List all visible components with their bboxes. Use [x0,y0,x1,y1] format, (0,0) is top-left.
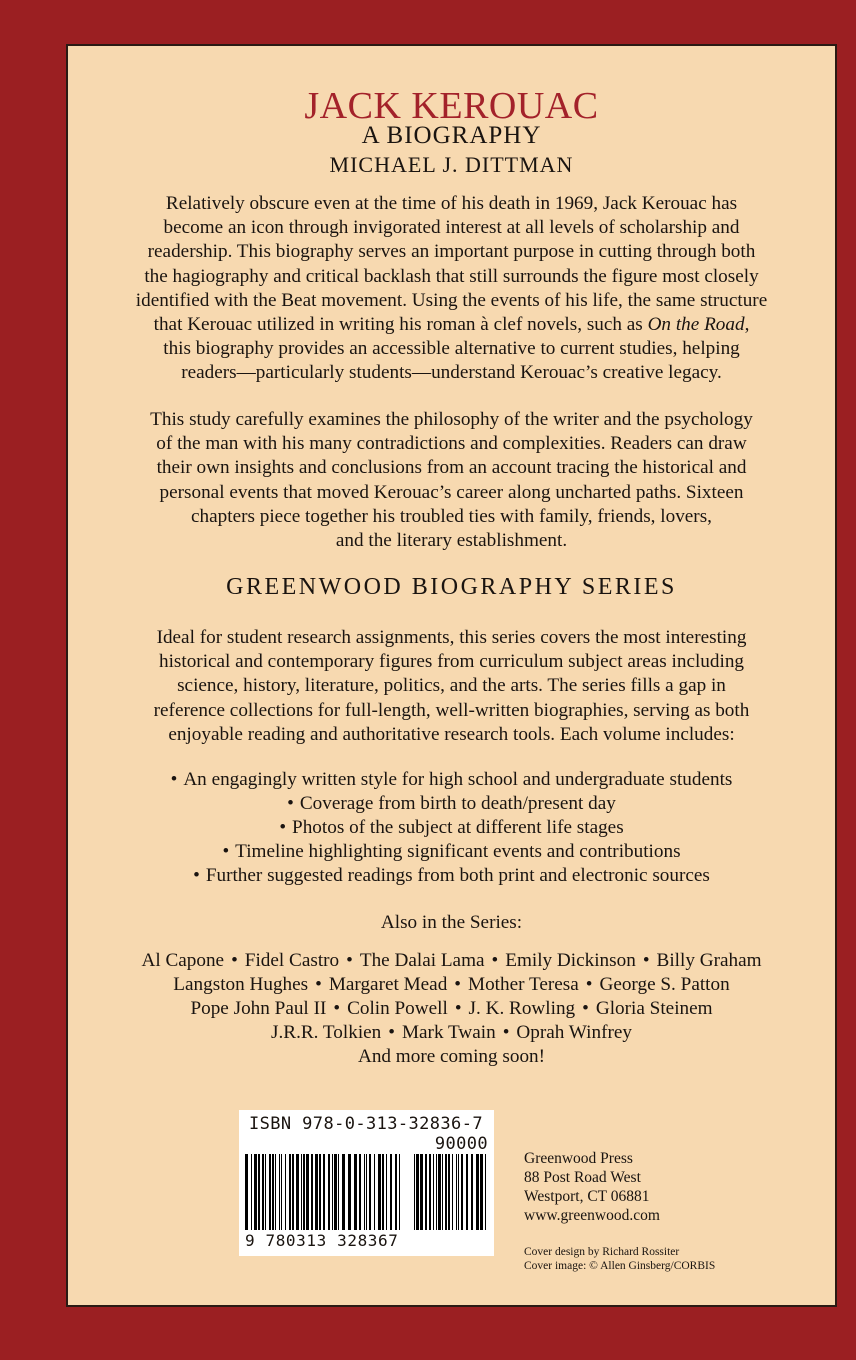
also-in-series-heading: Also in the Series: [380,912,523,933]
more-coming-note: And more coming soon! [357,1046,546,1067]
separator-bullet: • [454,974,462,995]
barcode-bar [319,1154,321,1230]
publisher-city: Westport, CT 06881 [524,1188,650,1205]
bullet-icon: • [279,817,287,838]
barcode-bar [334,1154,337,1230]
publisher-block [524,1149,660,1225]
barcode-bar [303,1154,305,1230]
barcode-bar [456,1154,457,1230]
barcode-bar [262,1154,264,1230]
barcode-bar [461,1154,463,1230]
barcode-bar [269,1154,271,1230]
barcode-bar [445,1154,447,1230]
bullet-icon: • [193,865,200,886]
series-titles-list [68,949,835,1069]
barcode-bar [442,1154,443,1230]
barcode-bar [338,1154,339,1230]
series-title: The Dalai Lama [359,950,485,971]
barcode-bar [306,1154,309,1230]
barcode-bar [386,1154,387,1230]
publisher-address: 88 Post Road West [524,1169,641,1186]
text-line: readers—particularly students—understand Kerouac’s creative legacy. [181,362,722,384]
text-line: This study carefully examines the philosophy of the writer and the psychology [150,409,753,430]
publisher-website: www.greenwood.com [524,1207,660,1224]
separator-bullet: • [502,1022,510,1043]
text-line: this biography provides an accessible alternative to current studies, helping [163,338,740,360]
text-line: identified with the Beat movement. Using the events of his life, the same structure [135,289,768,311]
text-line: and the literary establishment. [335,530,568,552]
barcode-bar [265,1154,266,1230]
barcode-bar [374,1154,375,1230]
separator-bullet: • [346,950,353,971]
separator-bullet: • [585,974,593,995]
description-paragraph-1 [92,192,811,386]
description-paragraph-2 [92,408,811,553]
barcode-bar [466,1154,468,1230]
names-row [68,949,835,973]
barcode-bar [399,1154,400,1230]
series-title: Oprah Winfrey [516,1022,632,1043]
text-line: historical and contemporary figures from curriculum subject areas including [158,651,745,673]
series-title: Pope John Paul II [190,998,327,1019]
cover-design-credit: Cover design by Richard Rossiter [524,1246,680,1258]
barcode-bar [285,1154,286,1230]
ean-remaining-digits: 780313 328367 [265,1231,399,1250]
price-code: 90000 [434,1134,488,1154]
feature-item [68,840,835,864]
separator-bullet: • [582,998,589,1019]
text-line: science, history, literature, politics, and the arts. The series fills a gap in [177,675,726,697]
series-title: George S. Patton [599,974,730,995]
feature-list [68,768,835,888]
barcode-bar [369,1154,371,1230]
text-segment: that Kerouac utilized in writing his roman à clef novels, such as [153,314,643,336]
series-title: Gloria Steinem [595,998,713,1019]
barcode-bar [452,1154,453,1230]
barcode-bar [429,1154,431,1230]
book-title-italic: On the Road [647,314,745,336]
barcode-bar [436,1154,437,1230]
feature-text: Photos of the subject at different life stages [292,817,624,838]
barcode-bar [416,1154,419,1230]
series-title: Langston Hughes [173,974,309,995]
separator-bullet: • [231,950,238,971]
barcode-bar [414,1154,415,1230]
series-title: Fidel Castro [244,950,340,971]
barcode-bar [281,1154,282,1230]
book-author: MICHAEL J. DITTMAN [329,152,574,177]
text-line: Ideal for student research assignments, this series covers the most interesting [156,627,747,648]
separator-bullet: • [491,950,499,971]
feature-item [68,768,835,792]
barcode-bar [323,1154,325,1230]
feature-item [68,792,835,816]
barcode-bar [258,1154,260,1230]
barcode-bar [378,1154,381,1230]
text-line: the hagiography and critical backlash that still surrounds the figure most closely [144,265,759,287]
ean-barcode-bars [245,1154,405,1230]
feature-item [68,816,835,840]
ean-digits [245,1232,399,1250]
bullet-icon: • [222,841,230,862]
series-title: Colin Powell [347,998,448,1019]
barcode-bar [458,1154,459,1230]
text-line: personal events that moved Kerouac’s career along uncharted paths. Sixteen [159,481,744,503]
barcode-bar [311,1154,313,1230]
names-row [68,1021,835,1045]
barcode-bar [433,1154,434,1230]
text-line: of the man with his many contradictions and complexities. Readers can draw [156,433,747,455]
barcode-bar [332,1154,333,1230]
bullet-icon: • [287,793,294,814]
barcode-bar [289,1154,291,1230]
book-subtitle: A BIOGRAPHY [361,122,542,149]
barcode-bar [348,1154,351,1230]
text-line: Relatively obscure even at the time of his death in 1969, Jack Kerouac has [165,193,738,214]
bullet-icon: • [170,769,178,790]
barcode-bar [279,1154,280,1230]
series-title: Emily Dickinson [505,950,636,971]
barcode-bar [301,1154,302,1230]
separator-bullet: • [333,998,341,1019]
barcode-bar [251,1154,252,1230]
barcode-bar [342,1154,345,1230]
barcode-bar [272,1154,274,1230]
text-line: become an icon through invigorated interest at all levels of scholarship and [163,217,740,239]
back-cover-panel [66,44,837,1307]
barcode-bar [315,1154,318,1230]
barcode-bar [364,1154,365,1230]
barcode-bar [471,1154,473,1230]
feature-text: Timeline highlighting significant events and contributions [235,841,681,862]
barcode-bar [366,1154,367,1230]
publisher-name: Greenwood Press [524,1150,633,1167]
series-title: Billy Graham [656,950,762,971]
barcode-bar [425,1154,427,1230]
barcode-bar [390,1154,392,1230]
book-title: JACK KEROUAC [304,85,599,127]
series-title: Al Capone [141,950,225,971]
barcode-bar [485,1154,486,1230]
barcode-bar [245,1154,248,1230]
feature-text: Coverage from birth to death/present day [299,793,616,814]
series-title: J. K. Rowling [468,998,576,1019]
feature-item [68,864,835,888]
series-intro [92,626,811,747]
barcode-bar [480,1154,483,1230]
barcode-bar [354,1154,357,1230]
barcode-bar [476,1154,479,1230]
text-line [92,313,811,337]
separator-bullet: • [454,998,462,1019]
series-heading: GREENWOOD BIOGRAPHY SERIES [226,574,677,600]
barcode-bar [275,1154,276,1230]
barcode-bar [438,1154,441,1230]
text-line: readership. This biography serves an important purpose in cutting through both [147,241,756,263]
series-title: Mark Twain [401,1022,496,1043]
feature-text: An engagingly written style for high school and undergraduate students [183,769,733,790]
isbn-barcode [239,1110,494,1256]
isbn-number: ISBN 978-0-313-32836-7 [249,1114,483,1134]
barcode-bar [359,1154,361,1230]
names-row [68,997,835,1021]
barcode-bar [292,1154,294,1230]
text-line: their own insights and conclusions from an account tracing the historical and [156,457,747,479]
barcode-bar [382,1154,384,1230]
text-line: chapters piece together his troubled ties with family, friends, lovers, [191,505,712,527]
barcode-bar [254,1154,257,1230]
addon-barcode-bars [414,1154,488,1230]
names-row [68,973,835,997]
separator-bullet: • [315,974,322,995]
text-line: reference collections for full-length, well-written biographies, serving as both [153,699,750,721]
cover-image-credit: Cover image: © Allen Ginsberg/CORBIS [524,1260,716,1272]
text-line: enjoyable reading and authoritative research tools. Each volume includes: [168,723,735,745]
barcode-bar [448,1154,450,1230]
series-title: J.R.R. Tolkien [271,1022,382,1043]
ean-first-digit: 9 [245,1231,256,1250]
barcode-bar [420,1154,423,1230]
barcode-bar [395,1154,397,1230]
separator-bullet: • [642,950,650,971]
series-title: Margaret Mead [328,974,448,995]
text-segment: , [744,314,750,336]
barcode-bar [296,1154,299,1230]
series-title: Mother Teresa [468,974,579,995]
cover-credits [524,1245,715,1273]
separator-bullet: • [388,1022,395,1043]
barcode-bar [328,1154,330,1230]
feature-text: Further suggested readings from both print and electronic sources [205,865,710,886]
